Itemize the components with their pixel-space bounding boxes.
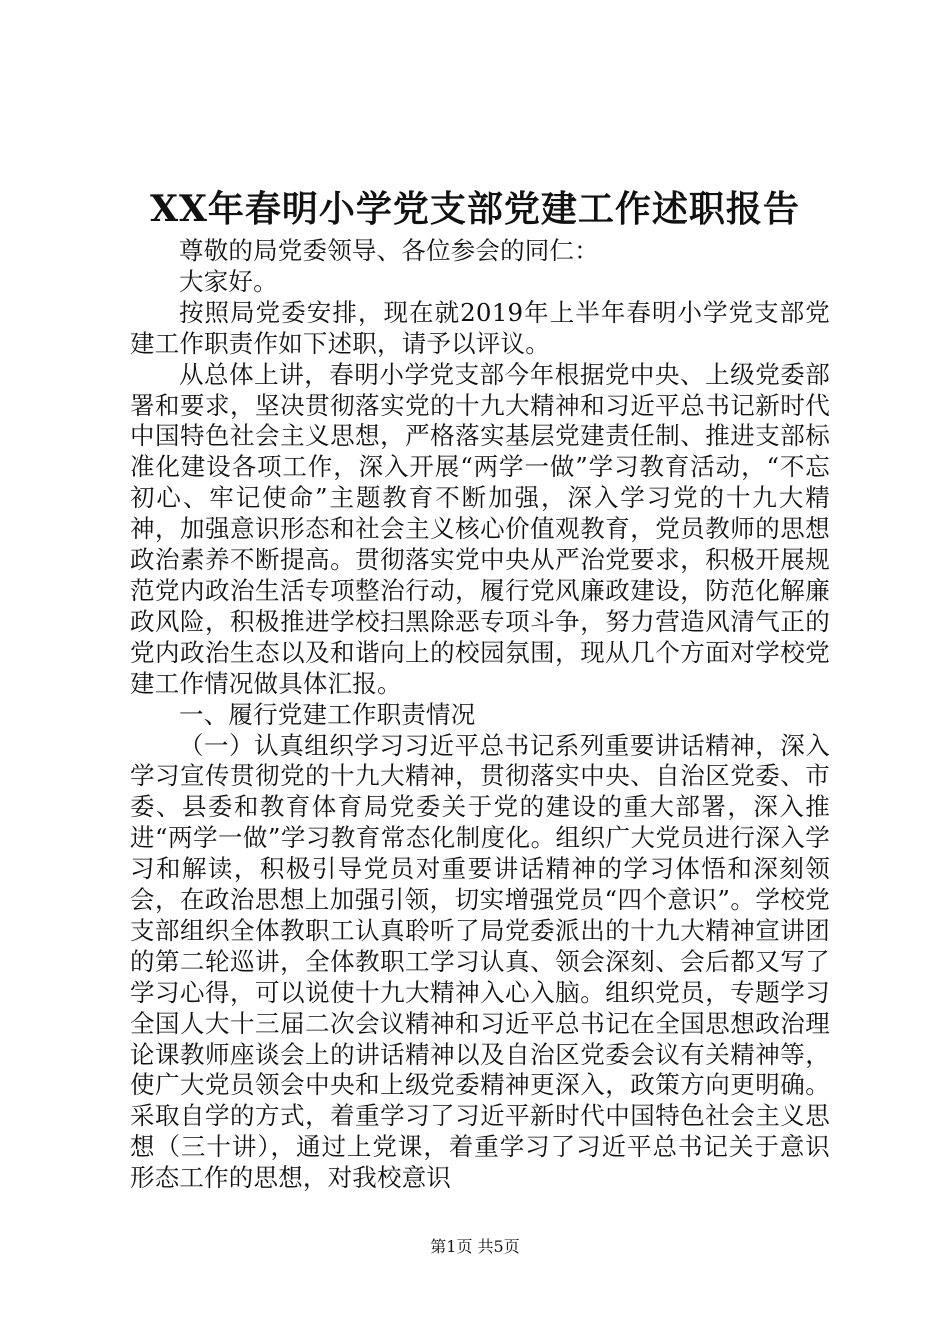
greeting: 大家好。 [179, 266, 278, 296]
page-footer: 第1页 共5页 [430, 1237, 520, 1256]
document-body [130, 236, 830, 1194]
salutation: 尊敬的局党委领导、各位参会的同仁： [179, 236, 599, 265]
section-heading: 一、履行党建工作职责情况 [179, 699, 476, 729]
section-1-paragraph: （一）认真组织学习习近平总书记系列重要讲话精神，深入学习宣传贯彻党的十九大精神，贯彻落实中央、自治区党委、市委、县委和教育体育局党委关于党的建设的重大部署，深入推进“两学一做”学习教育常态化制度化。组织广大党员进行深入学习和解读，积极引导党员对重要讲话精神的学习体悟和深刻领会，在政治思想上加强引领，切实增强党员“四个意识”。学校党支部组织全体教职工认真聆听了局党委派出的十九大精神宣讲团的第二轮巡讲，全体教职工学习认真、领会深刻、会后都又写了学习心得，可以说使十九大精神入心入脑。组织党员，专题学习全国人大十三届二次会议精神和习近平总书记在全国思想政治理论课教师座谈会上的讲话精神以及自治区党委会议有关精神等，使广大党员领会中央和上级党委精神更深入，政策方向更明确。采取自学的方式，着重学习了习近平新时代中国特色社会主义思想（三十讲），通过上党课，着重学习了习近平总书记关于意识形态工作的思想，对我校意识 [130, 730, 830, 1193]
document-title: XX年春明小学党支部党建工作述职报告 [150, 188, 800, 230]
overview-paragraph: 从总体上讲，春明小学党支部今年根据党中央、上级党委部署和要求，坚决贯彻落实党的十九大精神和习近平总书记新时代中国特色社会主义思想，严格落实基层党建责任制、推进支部标准化建设各项工作，深入开展“两学一做”学习教育活动，“不忘初心、牢记使命”主题教育不断加强，深入学习党的十九大精神，加强意识形态和社会主义核心价值观教育，党员教师的思想政治素养不断提高。贯彻落实党中央从严治党要求，积极开展规范党内政治生活专项整治行动，履行党风廉政建设，防范化解廉政风险，积极推进学校扫黑除恶专项斗争，努力营造风清气正的党内政治生态以及和谐向上的校园氛围，现从几个方面对学校党建工作情况做具体汇报。 [130, 359, 830, 698]
intro-paragraph: 按照局党委安排，现在就2019年上半年春明小学党支部党建工作职责作如下述职，请予以评议。 [130, 297, 830, 358]
